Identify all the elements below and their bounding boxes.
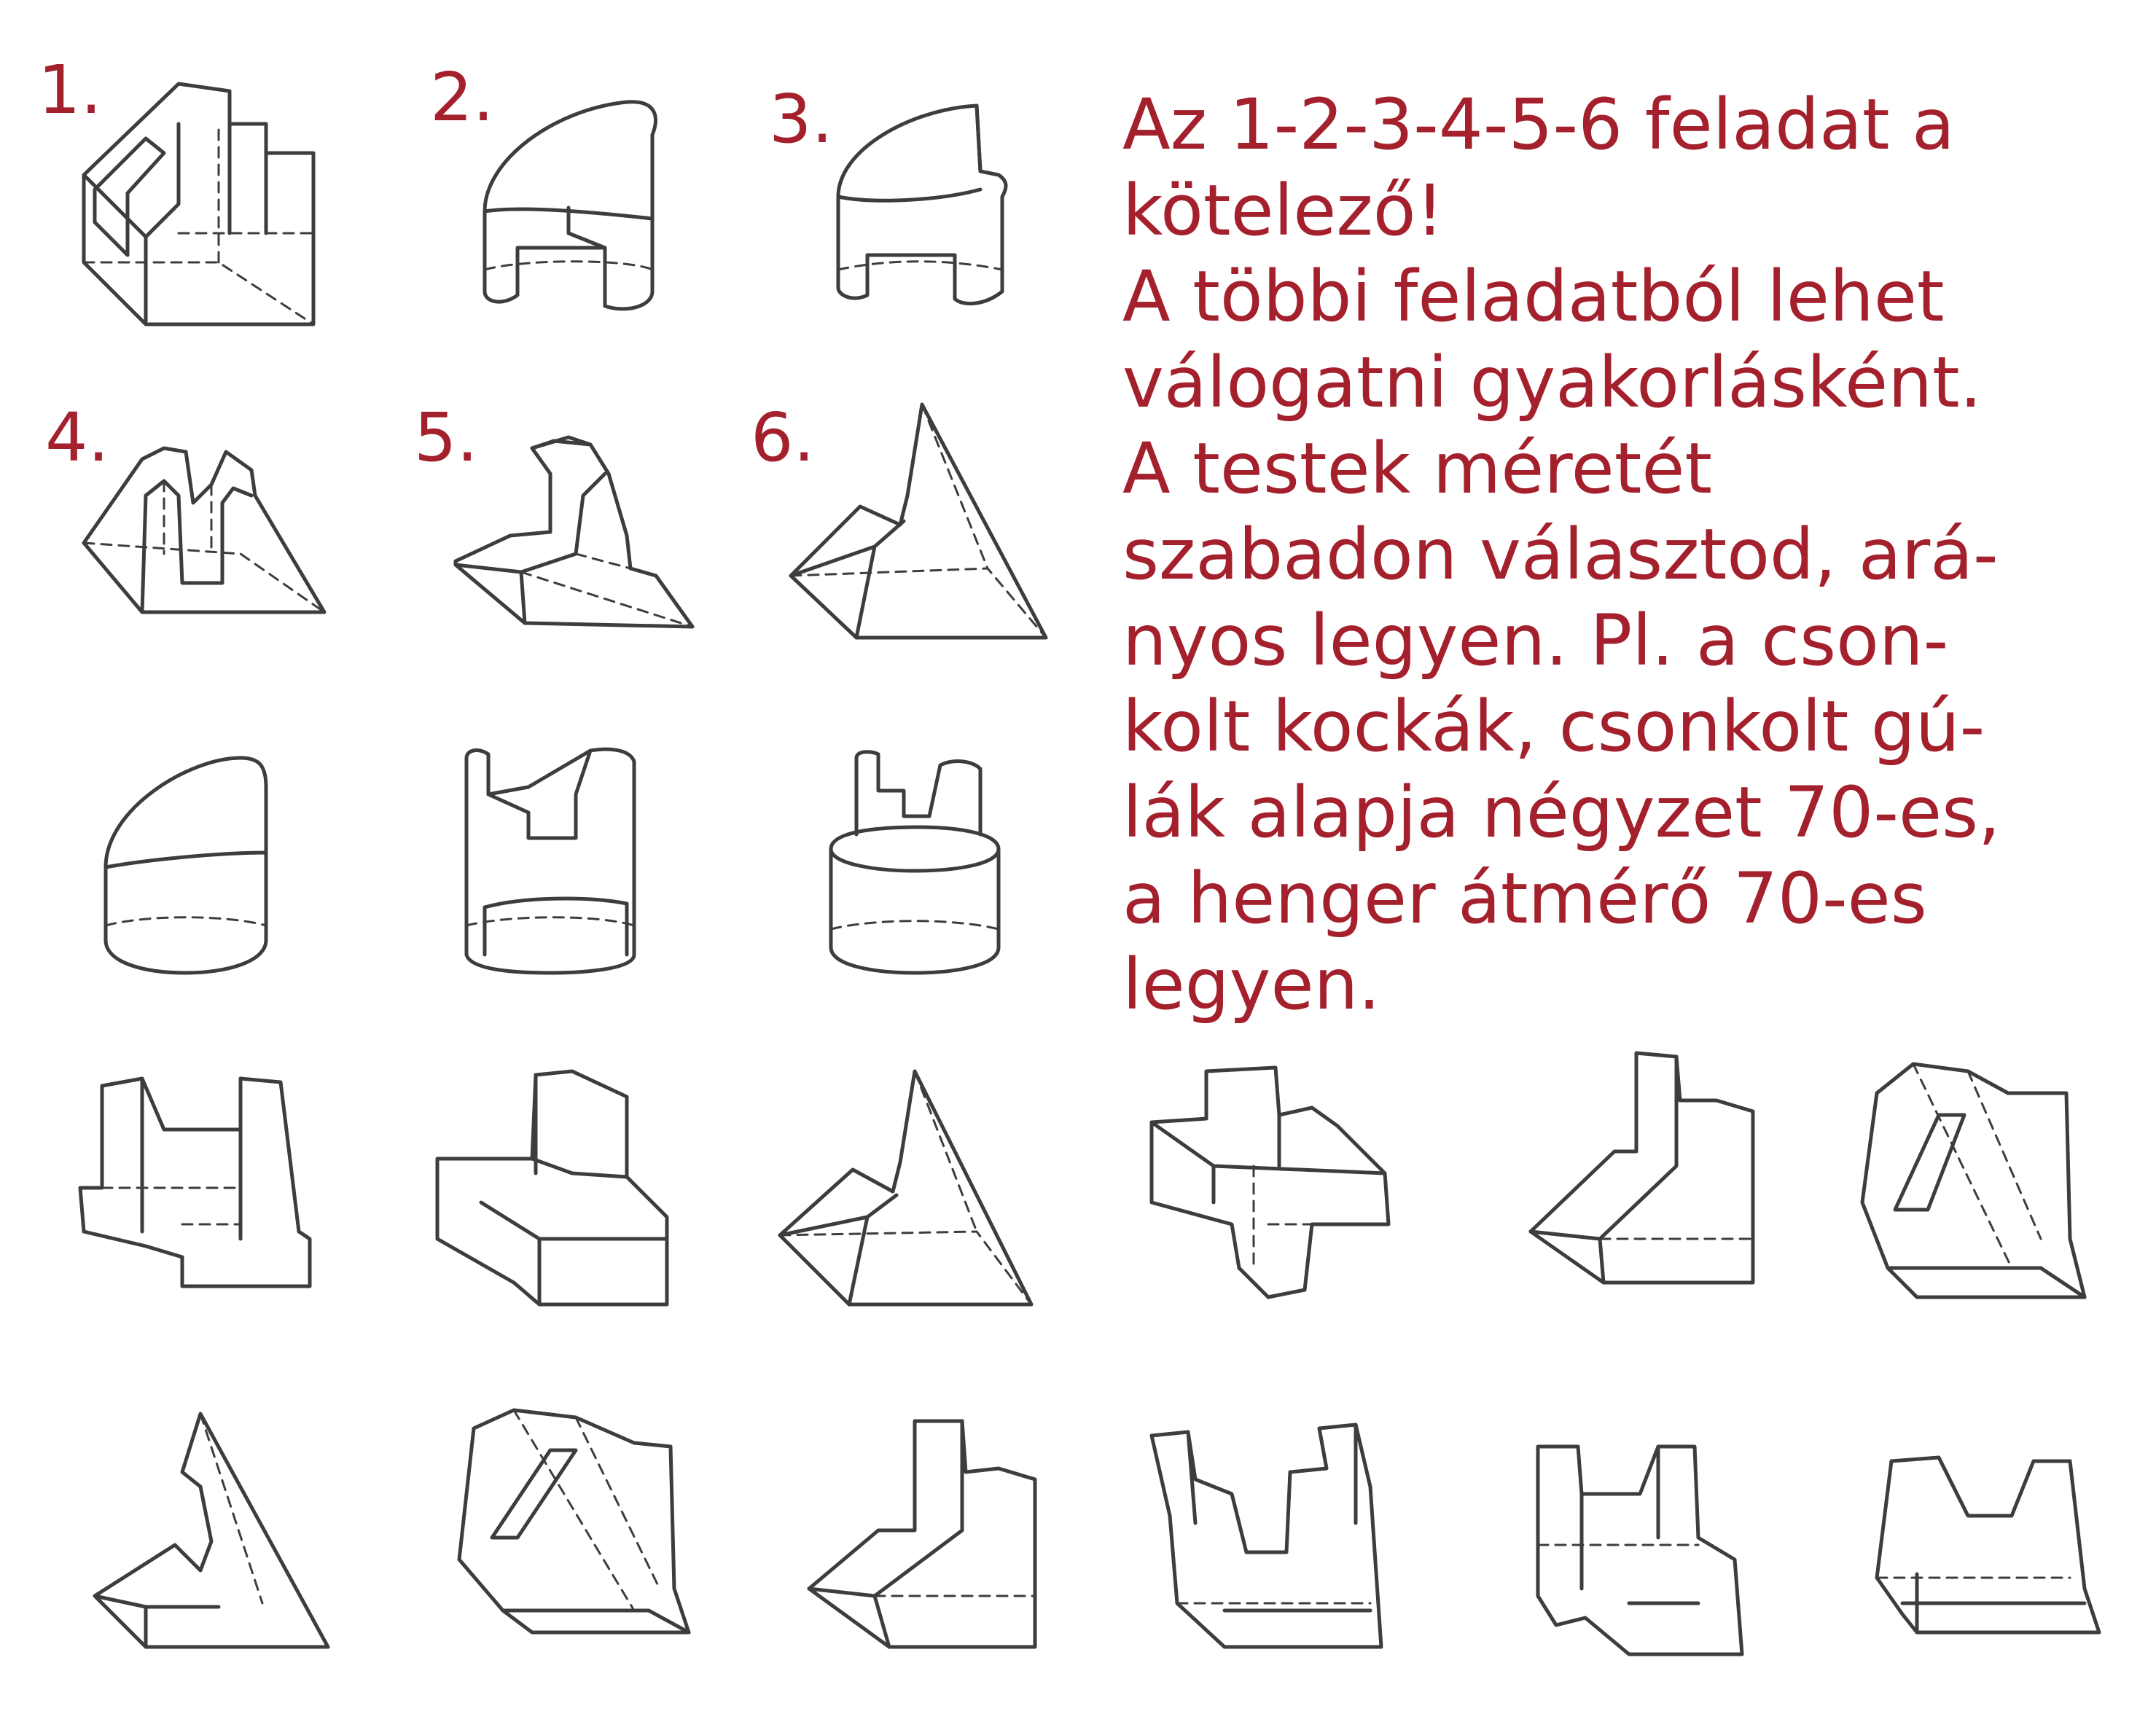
- instruction-line: A többi feladatból lehet: [1122, 256, 1945, 337]
- instruction-line: lák alapja négyzet 70-es,: [1122, 772, 2001, 853]
- task-number-4: 4.: [45, 399, 109, 477]
- task-number-1: 1.: [38, 51, 102, 129]
- solid-11: [437, 1071, 667, 1304]
- solid-15: [1862, 1064, 2085, 1297]
- solid-5: [456, 437, 692, 627]
- task-number-3: 3.: [769, 80, 833, 158]
- solid-10: [80, 1079, 310, 1286]
- instruction-line: legyen.: [1122, 944, 1380, 1025]
- solid-18: [809, 1421, 1035, 1647]
- solid-17: [459, 1410, 689, 1632]
- task-number-2: 2.: [430, 58, 494, 136]
- solid-4: [84, 448, 324, 612]
- instructions-text: [1122, 82, 2143, 1028]
- solid-21: [1877, 1457, 2099, 1632]
- solid-9: [831, 752, 999, 973]
- solid-19: [1152, 1425, 1381, 1647]
- solid-3: [838, 106, 1006, 304]
- instruction-line: kolt kockák, csonkolt gú-: [1122, 686, 1985, 767]
- solid-12: [780, 1071, 1031, 1304]
- solid-13: [1152, 1068, 1388, 1297]
- instruction-line: kötelező!: [1122, 170, 1444, 251]
- solid-6: [791, 404, 1046, 638]
- instruction-line: A testek méretét: [1122, 428, 1713, 509]
- solid-7: [106, 758, 266, 973]
- solid-20: [1538, 1447, 1742, 1654]
- solid-8: [466, 749, 634, 973]
- instruction-line: Az 1-2-3-4-5-6 feladat a: [1122, 84, 1955, 165]
- instruction-line: szabadon választod, ará-: [1122, 514, 1999, 595]
- instruction-line: válogatni gyakorlásként.: [1122, 342, 1983, 423]
- solid-1: [84, 84, 313, 324]
- solid-16: [95, 1414, 328, 1647]
- solid-2: [485, 102, 655, 309]
- task-number-6: 6.: [751, 399, 815, 477]
- task-number-5: 5.: [414, 399, 478, 477]
- solid-14: [1531, 1053, 1753, 1283]
- instruction-line: a henger átmérő 70-es: [1122, 858, 1927, 939]
- instruction-line: nyos legyen. Pl. a cson-: [1122, 600, 1949, 681]
